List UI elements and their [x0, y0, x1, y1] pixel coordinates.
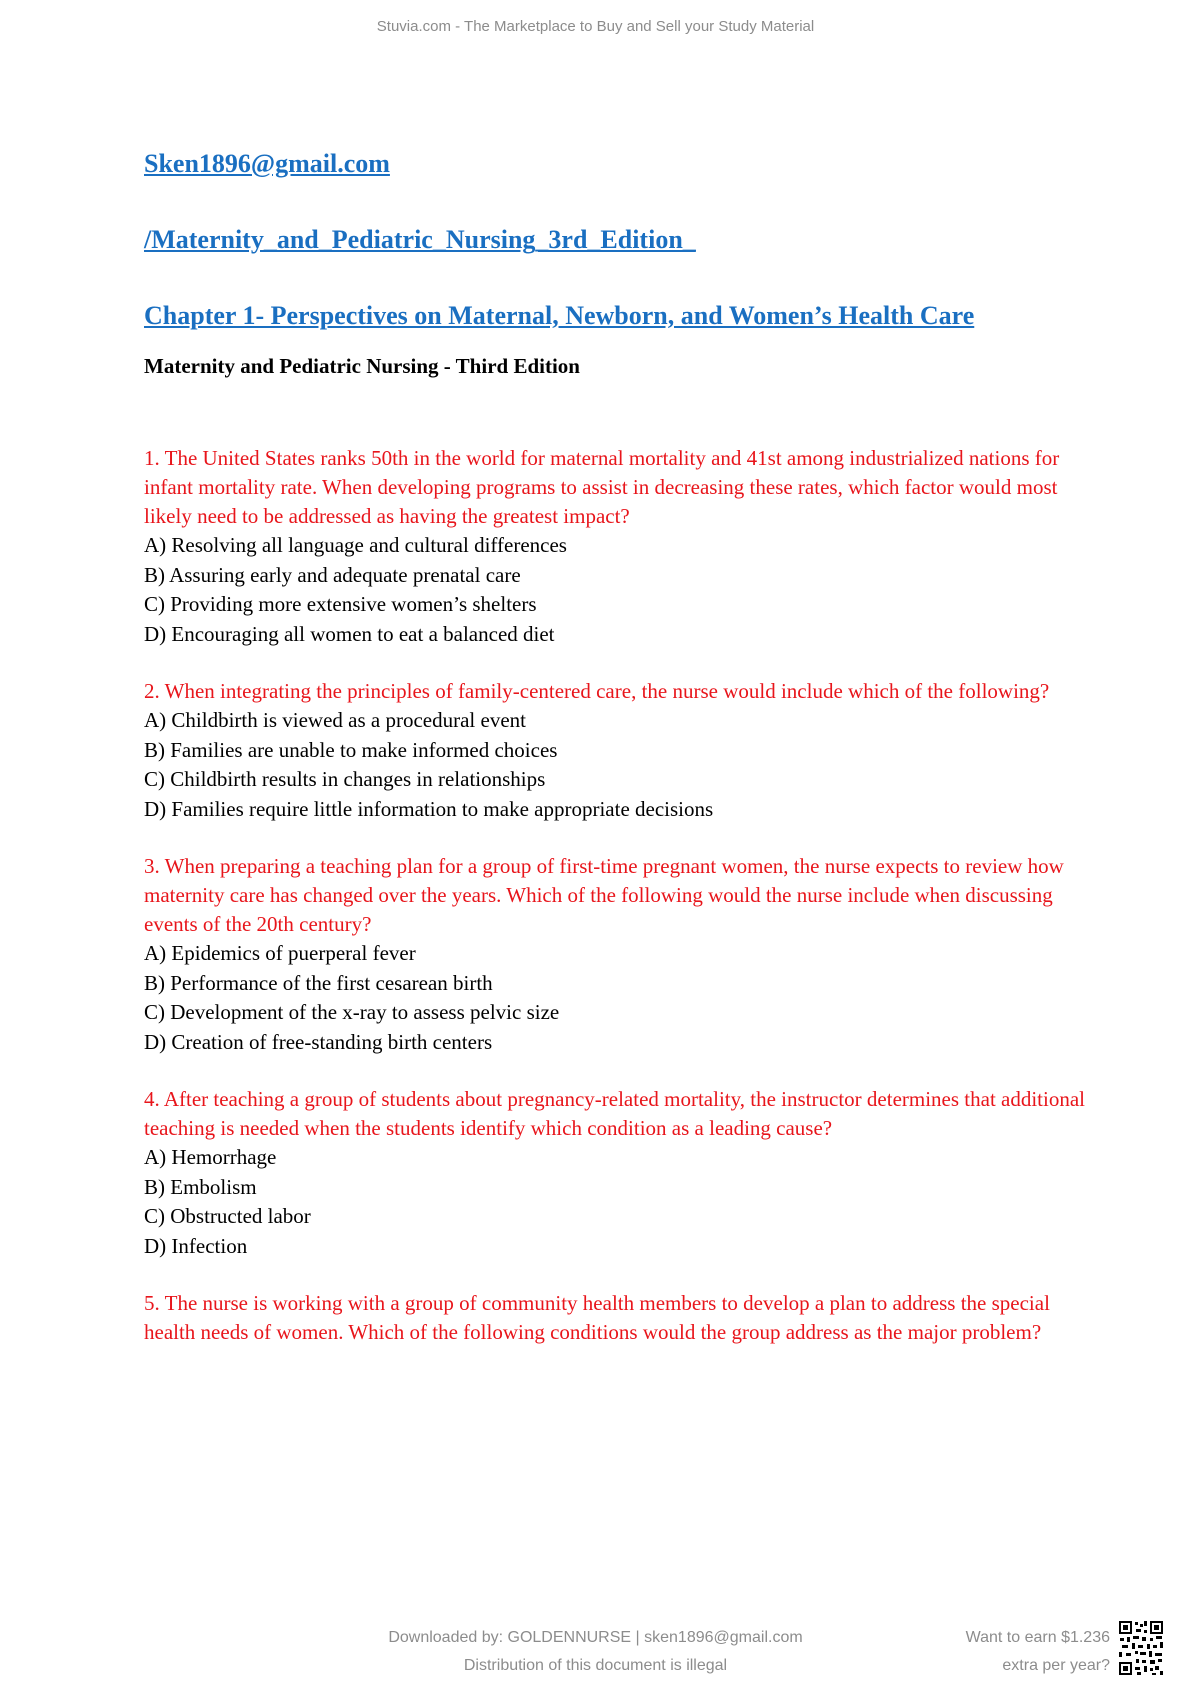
document-body	[144, 140, 1094, 1375]
answer-option: C) Childbirth results in changes in relationships	[144, 767, 546, 791]
downloaded-by-text: Downloaded by: GOLDENNURSE | sken1896@gmail.com	[388, 1629, 803, 1646]
answer-option: B) Families are unable to make informed choices	[144, 737, 558, 762]
question-list	[144, 444, 1094, 1347]
answer-option: A) Hemorrhage	[144, 1145, 277, 1169]
answer-option: A) Resolving all language and cultural differences	[144, 533, 567, 557]
answer-option: B) Embolism	[144, 1174, 257, 1199]
question-item	[144, 1085, 1094, 1261]
book-subtitle: Maternity and Pediatric Nursing - Third Edition	[144, 354, 580, 378]
answer-option: B) Performance of the first cesarean birth	[144, 970, 493, 995]
email-link[interactable]: Sken1896@gmail.com	[144, 149, 390, 178]
question-text: 5. The nurse is working with a group of community health members to develop a plan to address the special health needs of women. Which of the following conditions would the group address as the major problem?	[144, 1291, 1050, 1344]
answer-option: C) Obstructed labor	[144, 1204, 311, 1228]
question-item	[144, 852, 1094, 1057]
answer-option: D) Infection	[144, 1233, 248, 1258]
distribution-notice: Distribution of this document is illegal	[463, 1657, 728, 1674]
answer-option: D) Families require little information to make appropriate decisions	[144, 796, 714, 821]
document-path-link[interactable]: /Maternity_and_Pediatric_Nursing_3rd_Edition_	[144, 225, 696, 254]
qr-code-icon[interactable]	[1118, 1620, 1164, 1676]
answer-option: D) Encouraging all women to eat a balanced diet	[144, 621, 555, 646]
answer-option: B) Assuring early and adequate prenatal care	[144, 562, 521, 587]
earn-promo[interactable]	[940, 1624, 1110, 1680]
question-text: 4. After teaching a group of students about pregnancy-related mortality, the instructor determines that additional teaching is needed when the students identify which condition as a leading cause?	[144, 1087, 1086, 1140]
answer-option: C) Providing more extensive women’s shelters	[144, 592, 537, 616]
question-text: 3. When preparing a teaching plan for a group of first-time pregnant women, the nurse expects to review how maternity care has changed over the years. Which of the following would the nurse include when discussing events of the 20th century?	[144, 854, 1064, 936]
question-text: 1. The United States ranks 50th in the world for maternal mortality and 41st among industrialized nations for infant mortality rate. When developing programs to assist in decreasing these rates, which factor would most likely need to be addressed as having the greatest impact?	[144, 446, 1060, 528]
answer-option: D) Creation of free-standing birth centers	[144, 1029, 493, 1054]
question-text: 2. When integrating the principles of family-centered care, the nurse would include which of the following?	[144, 679, 1050, 703]
question-item	[144, 677, 1094, 824]
earn-promo-line1: Want to earn $1.236	[965, 1629, 1110, 1646]
earn-promo-line2: extra per year?	[1002, 1657, 1110, 1674]
question-item	[144, 444, 1094, 649]
answer-option: C) Development of the x-ray to assess pelvic size	[144, 1000, 560, 1024]
stuvia-banner: Stuvia.com - The Marketplace to Buy and Sell your Study Material	[376, 18, 815, 35]
answer-option: A) Epidemics of puerperal fever	[144, 941, 416, 965]
chapter-title-link[interactable]: Chapter 1- Perspectives on Maternal, Newborn, and Women’s Health Care	[144, 301, 975, 330]
question-item	[144, 1289, 1094, 1347]
answer-option: A) Childbirth is viewed as a procedural event	[144, 708, 526, 732]
